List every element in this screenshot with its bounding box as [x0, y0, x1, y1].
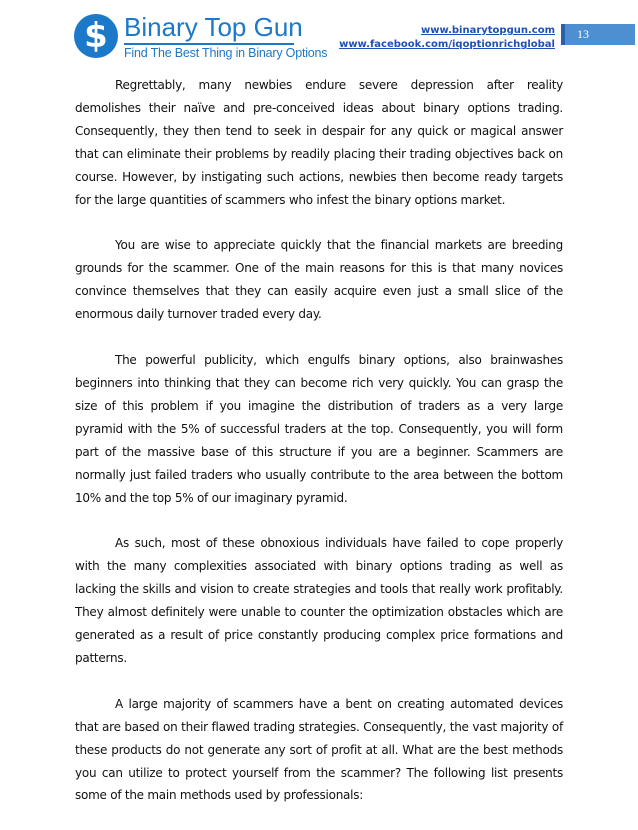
- site-logo: [74, 12, 328, 62]
- page-number: 13: [577, 27, 589, 41]
- header-links: [339, 24, 555, 52]
- facebook-link[interactable]: www.facebook.com/iqoptionrichglobal: [339, 39, 555, 50]
- page-number-tab: [561, 24, 635, 45]
- logo-title: Binary Top Gun: [124, 12, 303, 42]
- paragraph: A large majority of scammers have a bent on creating automated devices that are based on their flawed trading strategies. Consequently, the vast majority of these products do not generate any sort of profit at all. What are the best methods you can utilize to protect yourself from the scammer? The following list presents some of the main methods used by professionals:: [75, 696, 563, 803]
- paragraph: You are wise to appreciate quickly that the financial markets are breeding grounds for the scammer. One of the main reasons for this is that many novices convince themselves that they can easily acquire even just a small slice of the enormous daily turnover traded every day.: [75, 238, 563, 322]
- dollar-coin-icon: $: [74, 14, 118, 58]
- logo-tagline: Find The Best Thing in Binary Options: [124, 43, 294, 62]
- website-link[interactable]: www.binarytopgun.com: [421, 25, 555, 36]
- paragraph: The powerful publicity, which engulfs binary options, also brainwashes beginners into thinking that they can become rich very quickly. You can grasp the size of this problem if you imagine the distribution of traders as a very large pyramid with the 5% of successful traders at the top. Consequently, you will form part of the massive base of this structure if you are a beginner. Scammers are normally just failed traders who usually contribute to the area between the bottom 10% and the top 5% of our imaginary pyramid.: [75, 353, 563, 505]
- paragraph: As such, most of these obnoxious individuals have failed to cope properly with the many complexities associated with binary options trading as well as lacking the skills and vision to create strategies and tools that really work profitably. They almost definitely were unable to counter the optimization obstacles which are generated as a result of price constantly producing complex price formations and patterns.: [75, 536, 563, 665]
- document-body: [75, 74, 563, 830]
- paragraph: Regrettably, many newbies endure severe depression after reality demolishes their naïve and pre-conceived ideas about binary options trading. Consequently, they then tend to seek in despair for any quick or magical answer that can eliminate their problems by readily placing their trading objectives back on course. However, by instigating such actions, newbies then become ready targets for the large quantities of scammers who infest the binary options market.: [75, 78, 563, 207]
